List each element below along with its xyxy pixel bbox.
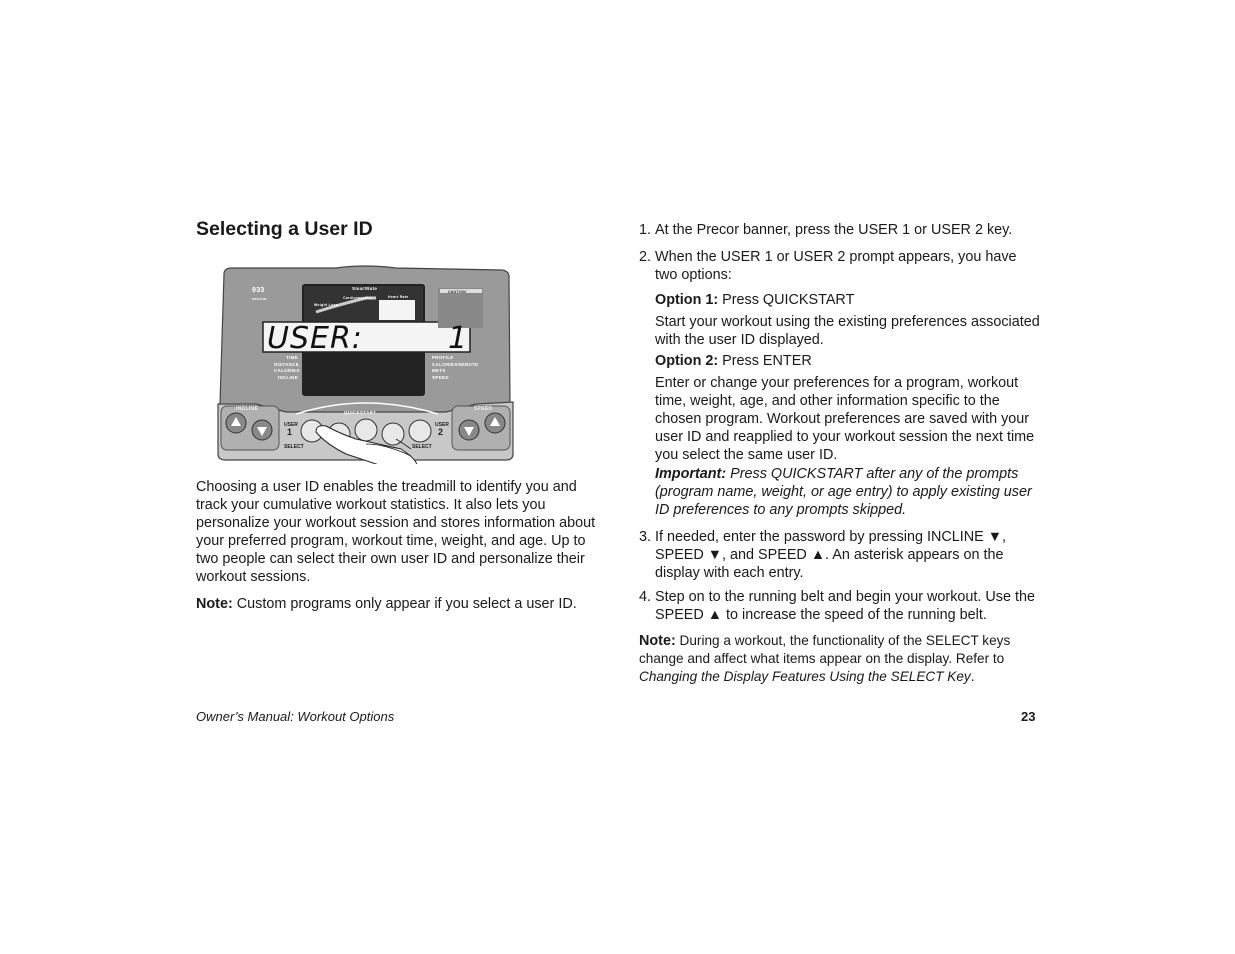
note-text: Custom programs only appear if you select a user ID. [232, 596, 577, 612]
option-1 [655, 291, 1041, 309]
readout-label: METS [432, 368, 446, 373]
step-1: At the Precor banner, press the USER 1 or USER 2 key. [655, 222, 1013, 238]
option-2-text: Press ENTER [718, 353, 812, 369]
user2-label: USER [435, 422, 449, 428]
quickstart-label: QUICKSTART [344, 410, 377, 415]
cardio-label: Cardiovascular [343, 296, 373, 300]
step-number: 2. [639, 249, 652, 265]
left-note [196, 595, 596, 613]
step-4: Step on to the running belt and begin your workout. Use the SPEED ▲ to increase the speed of the running belt. [655, 589, 1036, 623]
console-illustration [216, 264, 514, 464]
step-2: When the USER 1 or USER 2 prompt appears, you have two options: [655, 249, 1017, 283]
left-readouts [274, 355, 298, 381]
lcd-user-number: 1 [448, 321, 469, 356]
option-1-label: Option 1: [655, 292, 719, 308]
caution-label: CAUTION [448, 290, 467, 294]
user2-number: 2 [438, 427, 444, 437]
option-2-description: Enter or change your preferences for a program, workout time, weight, age, and other information specific to the chosen program. Workout preferences are saved with your user ID and reapplied to your workout session the next time you select the same user ID. [655, 375, 1035, 463]
step-number: 4. [639, 589, 652, 605]
note-label: Note: [196, 596, 233, 612]
select-left-label: SELECT [284, 444, 304, 450]
right-readouts [432, 355, 478, 381]
note-end: . [970, 669, 975, 684]
important-text: Press QUICKSTART after any of the prompts (program name, weight, or age entry) to apply existing user ID preferences to any prompts skipped. [655, 466, 1032, 518]
readout-label: CALORIES [274, 368, 300, 373]
readout-label: SPEED [432, 374, 449, 380]
readout-label: TIME [286, 355, 298, 360]
brand-line: PRECOR [252, 297, 267, 301]
weight-loss-label: Weight Loss [314, 303, 339, 307]
readout-label: PROFILE [432, 355, 454, 360]
user1-label: USER [284, 422, 298, 428]
option-1-description: Start your workout using the existing preferences associated with the user ID displayed. [655, 314, 1040, 348]
note-label: Note: [639, 633, 676, 649]
model-number: 933 [252, 287, 265, 294]
important-note [655, 465, 1041, 519]
step-3: If needed, enter the password by pressing INCLINE ▼, SPEED ▼, and SPEED ▲. An asterisk appears on the display with each entry. [655, 529, 1007, 581]
important-label: Important: [655, 466, 727, 482]
readout-label: INCLINE [277, 374, 298, 380]
lcd-user-text: USER: [267, 321, 363, 356]
heart-rate-label: Heart Rate [388, 295, 409, 299]
incline-label: INCLINE [236, 406, 259, 412]
section-title: Selecting a User ID [196, 218, 373, 240]
footer-title: Owner’s Manual: Workout Options [196, 709, 395, 724]
note-text: During a workout, the functionality of the SELECT keys change and affect what items appear on the display. Refer to [639, 633, 1011, 666]
smartrate-label: SmartRate [352, 286, 378, 291]
right-note [639, 632, 1034, 686]
select-right-label: SELECT [412, 444, 432, 450]
readout-label: CALORIES/MINUTE [432, 361, 479, 367]
note-reference: Changing the Display Features Using the SELECT Key [639, 669, 971, 684]
step-number: 3. [639, 529, 652, 545]
speed-label: SPEED [474, 406, 493, 412]
option-1-text: Press QUICKSTART [718, 292, 855, 308]
readout-label: DISTANCE [274, 361, 300, 367]
option-2-label: Option 2: [655, 353, 719, 369]
intro-paragraph: Choosing a user ID enables the treadmill to identify you and track your cumulative workout statistics. It also lets you personalize your workout session and stores information about your preferred program, workout time, weight, and age. Up to two people can select their own user ID and personalize their workout sessions. [196, 479, 596, 585]
option-2 [655, 352, 1041, 370]
user1-number: 1 [287, 427, 293, 437]
step-number: 1. [639, 222, 652, 238]
page-number: 23 [1021, 709, 1036, 724]
